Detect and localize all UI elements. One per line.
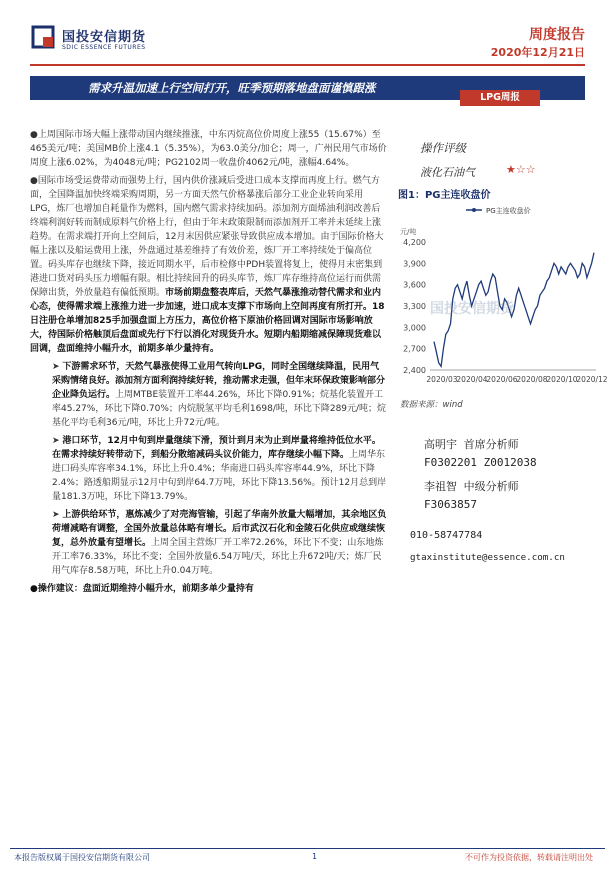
header-divider [30, 64, 585, 66]
analyst-2-name: 李祖智 中级分析师 [424, 480, 519, 493]
analyst-1-cert: F0302201 Z0012038 [424, 456, 537, 469]
x-tick-label: 2020/10 [546, 375, 578, 384]
report-tab: LPG周报 [460, 90, 540, 106]
y-tick-label: 3,600 [403, 280, 426, 290]
rating-title: 操作评级 [420, 141, 466, 155]
x-tick-label: 2020/06 [486, 375, 518, 384]
figure-title: 图1：PG主连收盘价 [398, 190, 491, 201]
y-tick-label: 3,000 [403, 323, 426, 333]
x-tick-label: 2020/04 [456, 375, 488, 384]
supply-summary: 上游供给环节，惠炼减少了对売海管输，引起了华南外放量大幅增加，其余地区负荷增减略有调整，全国外放量总体略有增长。后市武汉石化和金陵石化供应或继续恢复，总外放量有望增长。 [52, 510, 387, 548]
main-text [30, 128, 388, 600]
y-tick-label: 4,200 [403, 238, 426, 247]
analyst-1-name: 高明宇 首席分析师 [424, 438, 519, 451]
section-demand: ➤ 下游需求环节，天然气暴涨使得工业用气转向LPG，同时全国继续降温，民用气采购情绪良好。添加剂方面利润持续好转，推动需求走强，但年末环保政策影响部分企业降负运行。上周MTBE装置开工率44.26%，环比下降0.91%；烷基化装置开工率45.27%，环比下降0.70%；内烷脱氢平均毛利1698/吨，环比下降289元/吨；烷基化平均毛利36元/吨，环比上升72元/吨。 [52, 362, 387, 428]
legend-label: PG主连收盘价 [486, 207, 531, 215]
x-tick-label: 2020/03 [426, 375, 458, 384]
port-summary: 港口环节，12月中旬到岸量继续下滑，预计到月末为止到岸量将维持低位水平。在需求持续好转带动下，到船分散缩减码头议价能力，库存继续小幅下降。 [52, 436, 381, 460]
operation-advice: ●操作建议：盘面近期维持小幅升水，前期多单少量持有 [30, 584, 254, 594]
company-logo-icon [32, 26, 54, 48]
rating-item: 液化石油气 [420, 166, 475, 179]
y-unit-label: 元/吨 [400, 228, 417, 236]
price-line-chart [396, 198, 608, 390]
data-source: 数据来源：wind [400, 400, 463, 410]
contact-email[interactable]: gtaxinstitute@essence.com.cn [410, 552, 565, 563]
supply-detail: 上周全国主营炼厂开工率72.26%，环比下不变；山东地炼开工率76.33%，环比不变；全国外放量6.54万吨/天，环比上升672吨/天；炼厂民用气库存8.58万吨，环比上升0.04万吨。 [52, 538, 384, 576]
footer-copyright: 本报告版权属于国投安信期货有限公司 [14, 853, 150, 862]
contact-phone: 010-58747784 [410, 530, 483, 541]
analyst-2-cert: F3063857 [424, 498, 477, 511]
y-tick-label: 3,900 [403, 259, 426, 269]
rating-stars: ★☆☆ [506, 163, 536, 176]
page-number: 1 [312, 852, 318, 861]
footer-divider [10, 848, 605, 849]
paragraph-analysis [30, 174, 388, 356]
y-tick-label: 3,300 [403, 302, 426, 311]
port-detail: 上周华东进口码头库容率34.1%，环比上升0.4%；华南进口码头库容率44.9%，环比下降2.4%；路透船期显示12月中旬到岸64.7万吨，环比下降13.56%。预计12月总到岸量181.3万吨，环比下降13.79%。 [52, 450, 387, 502]
report-title: 需求升温加速上行空间打开，旺季预期落地盘面谨慎跟涨 [88, 81, 376, 95]
section-port: ➤ 港口环节，12月中旬到岸量继续下滑，预计到月末为止到岸量将维持低位水平。在需求持续好转带动下，到船分散缩减码头议价能力，库存继续小幅下降。上周华东进口码头库容率34.1%，环比上升0.4%；华南进口码头库容率44.9%，环比下降2.4%；路透船期显示12月中旬到岸64.7万吨，环比下降13.56%。预计12月总到岸量181.3万吨，环比下降13.79%。 [52, 436, 387, 502]
logo-name-cn: 国投安信期货 [62, 30, 147, 45]
legend-marker [472, 208, 476, 212]
footer-disclaimer: 不可作为投资依据，转载请注明出处 [465, 853, 593, 862]
y-tick-label: 2,700 [403, 344, 426, 354]
x-tick-label: 2020/12 [576, 375, 608, 384]
section-supply: ➤ 上游供给环节，惠炼减少了对売海管输，引起了华南外放量大幅增加，其余地区负荷增减略有调整，全国外放量总体略有增长。后市武汉石化和金陵石化供应或继续恢复，总外放量有望增长。上周全国主营炼厂开工率72.26%，环比下不变；山东地炼开工率76.33%，环比不变；全国外放量6.54万吨/天，环比上升672吨/天；炼厂民用气库存8.58万吨，环比上升0.04万吨。 [52, 510, 387, 576]
y-tick-label: 2,400 [403, 366, 426, 375]
watermark-text: 国投安信期货 [430, 301, 514, 317]
paragraph-market: ●上周国际市场大幅上涨带动国内继续推涨，中东丙烷高位价周度上涨55（15.67%）至465美元/吨；美国MB价上涨4.1（5.35%），为63.0美分/加仑；周一，广州民用气市场价周度上涨6.02%，为4048元/吨；PG2102周一收盘价4062元/吨，涨幅4.64%。 [30, 130, 387, 168]
analysis-text: ●国际市场受运费带动而强势上行，国内供价涨减后受进口成本支撑而再度上行。燃气方面，全国降温加快终端采购周期，另一方面天然气价格暴涨后部分工业企业转向采用LPG，炼厂也增加自耗量作为燃料，国内燃气需求持续加码。添加剂方面烯油利润改善后终端利润好转而制成原料气价格上行，但由于年末政策限制而添加剂开工率并未延续上涨趋势。在需求端打开向上空间后，12月末因供应紧张导致供应成本增加。由于国际价格大幅上涨以及船运费用上涨，外盘通过基差维持了有效价差，炼厂开工率持续处于偏高位置。码头库存也继续下降，接近同期水平，后市检修中PDH装置将复上，使得月末密集到港进口货对码头压力增幅有限。相比持续回升的码头库节，炼厂库存维持高位运行而供需保障出货，外放量趋有偏低预期。 [30, 176, 384, 298]
report-date: 2020年12月21日 [490, 46, 585, 59]
report-type: 周度报告 [529, 27, 585, 43]
demand-summary: 下游需求环节，天然气暴涨使得工业用气转向LPG，同时全国继续降温，民用气采购情绪良好。添加剂方面利润持续好转，推动需求走强，但年末环保政策影响部分企业降负运行。 [52, 362, 386, 400]
analysis-conclusion: 市场前期盘整表库后，天然气暴涨推动替代需求和业内心态，使得需求端上涨推力进一步加速，进口成本支撑下市场向上空间再度有所打开。18日注册仓单增加825手加强盘面上方压力，高位价格下原油价格回调对国际市场影响放大，待国际价格触顶后盘面或先行下行以消化对现货升水。短期内船期缩减保障现货难以回调，盘面维持小幅升水，前期多单少量持有。 [30, 288, 385, 354]
x-tick-label: 2020/08 [516, 375, 548, 384]
demand-detail: 上周MTBE装置开工率44.26%，环比下降0.91%；烷基化装置开工率45.27%，环比下降0.70%；内烷脱氢平均毛利1698/吨，环比下降289元/吨；烷基化平均毛利36元/吨，环比上升72元/吨。 [52, 390, 387, 428]
logo-name-en: SDIC ESSENCE FUTURES [62, 44, 146, 51]
